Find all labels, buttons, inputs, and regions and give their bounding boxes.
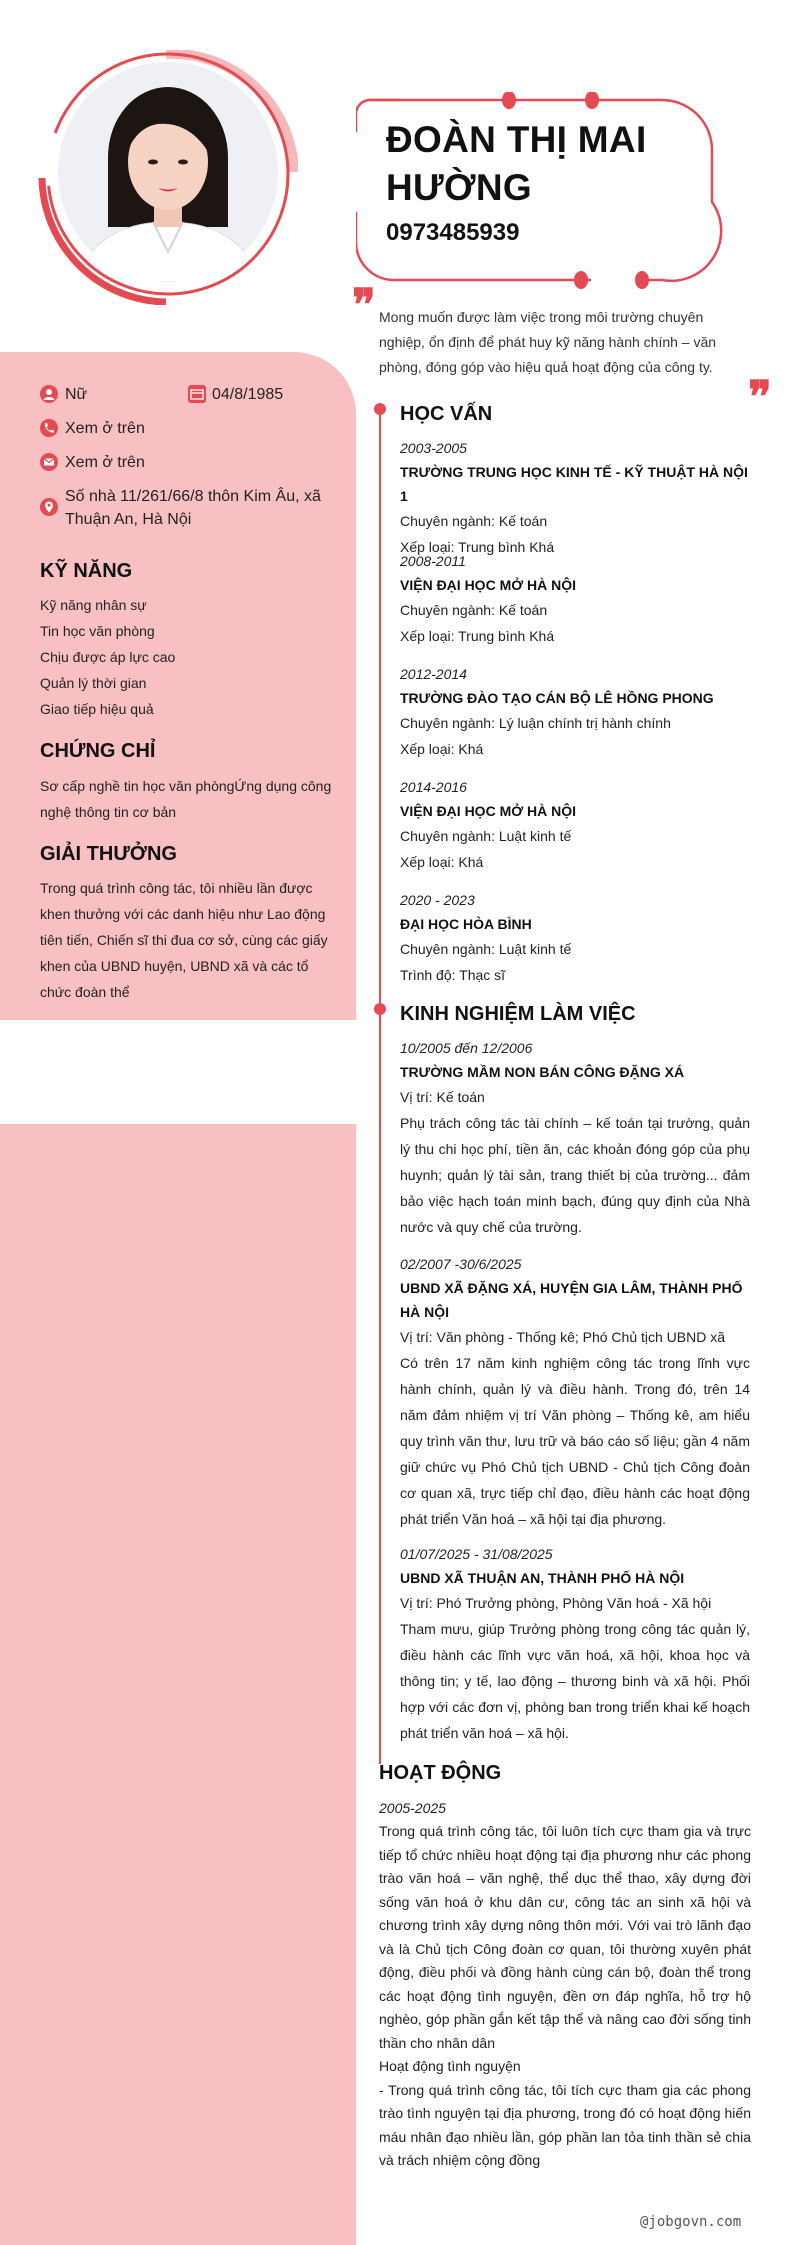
education-item xyxy=(400,436,750,560)
experience-heading: KINH NGHIỆM LÀM VIỆC xyxy=(400,1003,636,1025)
experience-item xyxy=(400,1542,750,1746)
activities-subtitle: Hoạt động tình nguyện xyxy=(379,2058,521,2074)
birthday-value: 04/8/1985 xyxy=(212,386,284,403)
address-value: Số nhà 11/261/66/8 thôn Kim Âu, xã Thuận An, Hà Nội xyxy=(65,488,321,528)
activities-block xyxy=(379,1796,751,2173)
education-major: Chuyên ngành: Lý luận chính trị hành chính xyxy=(400,715,671,731)
experience-description: Tham mưu, giúp Trưởng phòng trong công tác quản lý, điều hành các lĩnh vực văn hoá, xã hội, khoa học và thông tin; y tế, lao động – thương binh và xã hội. Phối hợp với các đơn vị, phòng ban trong triển khai kế hoạch phát triển văn hoá – xã hội. xyxy=(400,1621,750,1741)
skill-item: Chịu được áp lực cao xyxy=(40,649,176,665)
education-heading: HỌC VẤN xyxy=(400,403,493,425)
career-objective: Mong muốn được làm việc trong môi trường chuyên nghiệp, ổn định để phát huy kỹ năng hành chính – văn phòng, đóng góp vào hiệu quả hoạt động của công ty. xyxy=(379,309,717,375)
email-value: Xem ở trên xyxy=(65,454,145,471)
phone-value: Xem ở trên xyxy=(65,420,145,437)
education-grade: Xếp loại: Trung bình Khá xyxy=(400,539,555,555)
education-dates: 2008-2011 xyxy=(400,553,466,569)
gender-icon xyxy=(40,385,58,403)
education-item xyxy=(400,888,750,988)
education-major: Chuyên ngành: Luật kinh tế xyxy=(400,828,572,844)
education-grade: Xếp loại: Khá xyxy=(400,854,484,870)
left-sidebar-lower xyxy=(0,1124,356,2245)
candidate-name: ĐOÀN THỊ MAI HƯỜNG xyxy=(386,119,647,208)
skill-item: Kỹ năng nhân sự xyxy=(40,597,147,613)
watermark: @jobgovn.com xyxy=(640,2214,742,2230)
skill-item: Tin học văn phòng xyxy=(40,623,155,639)
calendar-icon xyxy=(188,385,206,403)
candidate-phone: 0973485939 xyxy=(386,219,520,246)
education-dates: 2020 - 2023 xyxy=(400,892,475,908)
certificates-text: Sơ cấp nghề tin học văn phòngỨng dụng công nghệ thông tin cơ bản xyxy=(40,778,332,820)
experience-timeline xyxy=(379,1014,381,1764)
education-item xyxy=(400,775,750,875)
education-grade: Xếp loại: Trung bình Khá xyxy=(400,628,555,644)
skill-item: Giao tiếp hiệu quả xyxy=(40,701,154,717)
experience-position: Vị trí: Phó Trưởng phòng, Phòng Văn hoá - Xã hội xyxy=(400,1595,712,1611)
education-dates: 2014-2016 xyxy=(400,779,467,795)
activities-text: Trong quá trình công tác, tôi luôn tích cực tham gia và trực tiếp tổ chức nhiều hoạt động tại địa phương như các phong trào văn hoá – văn nghệ, thể dục thể thao, xây dựng đời sống văn hoá ở khu dân cư, công tác an sinh xã hội và chương trình xây dựng nông thôn mới. Với vai trò lãnh đạo và là Chủ tịch Công đoàn cơ quan, tôi thường xuyên phát động, điều phối và đồng hành cùng cán bộ, đoàn thể trong các hoạt động tình nguyện, đền ơn đáp nghĩa, hỗ trợ hộ nghèo, góp phần gắn kết tập thể và nâng cao đời sống tinh thần cho nhân dân xyxy=(379,1823,751,2051)
education-dates: 2003-2005 xyxy=(400,440,467,456)
education-school: TRƯỜNG TRUNG HỌC KINH TẾ - KỸ THUẬT HÀ NỘI 1 xyxy=(400,464,748,504)
education-school: TRƯỜNG ĐÀO TẠO CÁN BỘ LÊ HỒNG PHONG xyxy=(400,690,714,706)
experience-company: UBND XÃ THUẬN AN, THÀNH PHỐ HÀ NỘI xyxy=(400,1570,685,1586)
experience-company: UBND XÃ ĐẶNG XÁ, HUYỆN GIA LÂM, THÀNH PHỐ HÀ NỘI xyxy=(400,1280,743,1320)
education-school: VIỆN ĐẠI HỌC MỞ HÀ NỘI xyxy=(400,803,577,819)
quote-close-icon: ❞ xyxy=(748,372,772,423)
skill-item: Quản lý thời gian xyxy=(40,675,147,691)
experience-company: TRƯỜNG MẦM NON BÁN CÔNG ĐẶNG XÁ xyxy=(400,1064,685,1080)
avatar xyxy=(38,50,298,305)
experience-dot xyxy=(374,1003,386,1015)
education-grade: Trình độ: Thạc sĩ xyxy=(400,967,506,983)
education-school: VIỆN ĐẠI HỌC MỞ HÀ NỘI xyxy=(400,577,577,593)
gender-value: Nữ xyxy=(65,386,88,403)
skills-heading: KỸ NĂNG xyxy=(40,560,133,582)
education-grade: Xếp loại: Khá xyxy=(400,741,484,757)
education-dot xyxy=(374,403,386,415)
awards-text: Trong quá trình công tác, tôi nhiều lần được khen thưởng với các danh hiệu như Lao động tiên tiến, Chiến sĩ thi đua cơ sở, cùng các giấy khen của UBND huyện, UBND xã và các tổ chức đoàn thể xyxy=(40,880,328,1000)
phone-icon xyxy=(40,419,58,437)
activities-volunteer-text: - Trong quá trình công tác, tôi tích cực tham gia các phong trào tình nguyện tại địa phương, trong đó có hoạt động hiến máu nhân đạo nhiều lần, góp phần lan tỏa tinh thần sẻ chia và trách nhiệm cộng đồng xyxy=(379,2081,751,2168)
education-major: Chuyên ngành: Luật kinh tế xyxy=(400,941,572,957)
activities-heading: HOẠT ĐỘNG xyxy=(379,1762,502,1784)
awards-heading: GIẢI THƯỞNG xyxy=(40,843,177,865)
location-icon xyxy=(40,498,58,516)
education-item xyxy=(400,549,750,649)
education-timeline xyxy=(379,414,381,1004)
experience-item xyxy=(400,1252,750,1532)
experience-description: Phụ trách công tác tài chính – kế toán tại trường, quản lý thu chi học phí, tiền ăn, các khoản đóng góp của phụ huynh; quản lý tài sản, trang thiết bị của trường... đảm bảo việc hạch toán minh bạch, đúng quy định của Nhà nước và quy chế của trường. xyxy=(400,1115,750,1235)
experience-dates: 10/2005 đến 12/2006 xyxy=(400,1040,533,1056)
experience-position: Vị trí: Văn phòng - Thống kê; Phó Chủ tịch UBND xã xyxy=(400,1329,726,1345)
certificates-heading: CHỨNG CHỈ xyxy=(40,740,156,762)
experience-dates: 01/07/2025 - 31/08/2025 xyxy=(400,1546,553,1562)
activities-dates: 2005-2025 xyxy=(379,1800,446,1816)
email-icon xyxy=(40,453,58,471)
education-item xyxy=(400,662,750,762)
education-dates: 2012-2014 xyxy=(400,666,467,682)
experience-position: Vị trí: Kế toán xyxy=(400,1089,485,1105)
experience-description: Có trên 17 năm kinh nghiệm công tác trong lĩnh vực hành chính, quản lý và điều hành. Trong đó, trên 14 năm đảm nhiệm vị trí Văn phòng – Thống kê, am hiểu quy trình văn thư, lưu trữ và báo cáo số liệu; gần 4 năm giữ chức vụ Phó Chủ tịch UBND - Chủ tịch Công đoàn cơ quan xã, trực tiếp chỉ đạo, điều hành các hoạt động phát triển Văn hoá – xã hội tại địa phương. xyxy=(400,1355,750,1527)
education-major: Chuyên ngành: Kế toán xyxy=(400,513,548,529)
education-school: ĐẠI HỌC HÒA BÌNH xyxy=(400,916,532,932)
quote-open-icon: ❞ xyxy=(352,280,376,331)
avatar-photo xyxy=(58,62,278,282)
person-photo-icon xyxy=(58,62,278,282)
education-major: Chuyên ngành: Kế toán xyxy=(400,602,548,618)
experience-item xyxy=(400,1036,750,1240)
experience-dates: 02/2007 -30/6/2025 xyxy=(400,1256,522,1272)
